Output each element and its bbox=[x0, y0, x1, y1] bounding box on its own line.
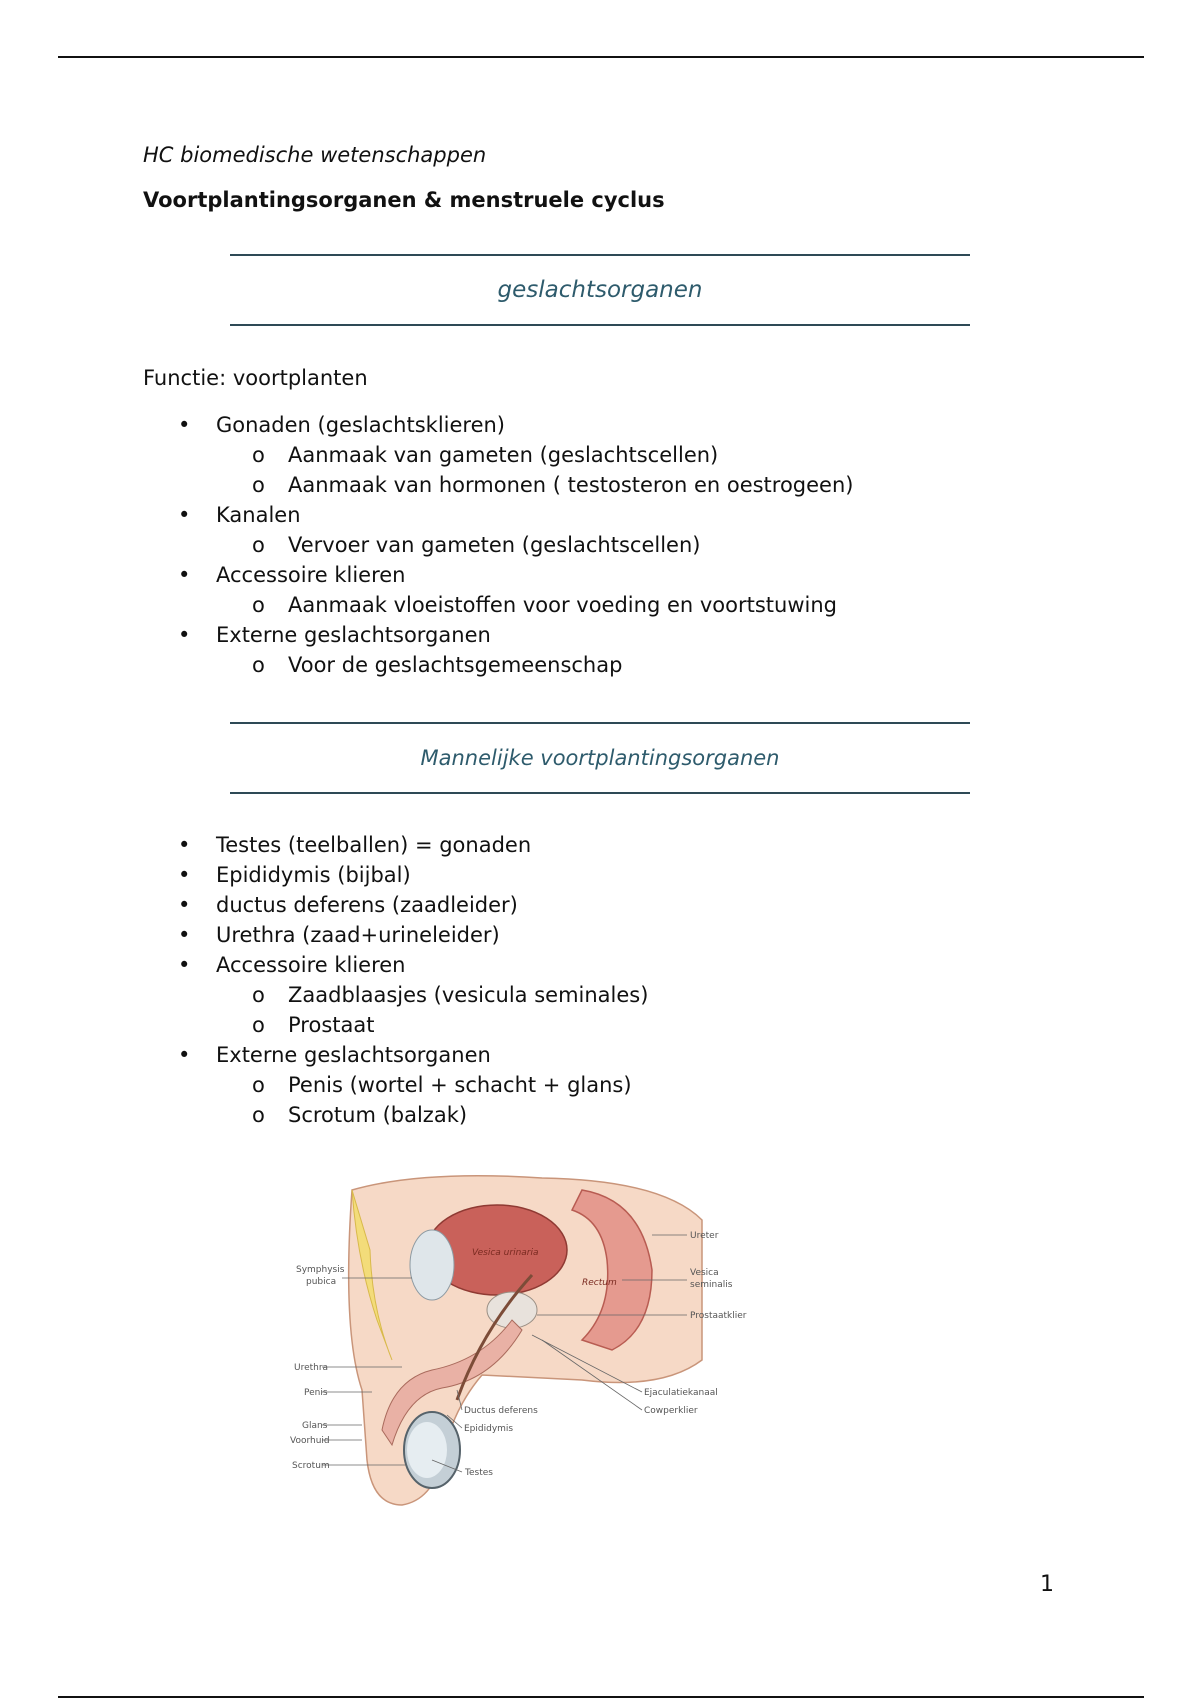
male-organs-list bbox=[0, 830, 648, 1130]
label-prostaatklier: Prostaatklier bbox=[690, 1311, 747, 1321]
male-reproductive-anatomy-figure bbox=[282, 1160, 812, 1512]
list-item: • Accessoire klieren bbox=[0, 560, 853, 590]
label-urethra: Urethra bbox=[294, 1363, 329, 1373]
footer-rule bbox=[58, 1696, 1144, 1698]
list-item: o Scrotum (balzak) bbox=[0, 1100, 648, 1130]
list-item: o Aanmaak van gameten (geslachtscellen) bbox=[0, 440, 853, 470]
list-item: • Epididymis (bijbal) bbox=[0, 860, 648, 890]
list-item: o Vervoer van gameten (geslachtscellen) bbox=[0, 530, 853, 560]
list-item: o Zaadblaasjes (vesicula seminales) bbox=[0, 980, 648, 1010]
label-glans: Glans bbox=[302, 1421, 328, 1431]
label-cowperklier: Cowperklier bbox=[644, 1406, 698, 1416]
document-title: Voortplantingsorganen & menstruele cyclus bbox=[143, 188, 665, 212]
organ-function-list bbox=[0, 410, 853, 680]
label-epididymis: Epididymis bbox=[464, 1424, 514, 1434]
label-penis: Penis bbox=[304, 1388, 328, 1398]
list-item: • Gonaden (geslachtsklieren) bbox=[0, 410, 853, 440]
list-item: o Voor de geslachtsgemeenschap bbox=[0, 650, 853, 680]
list-item: • Urethra (zaad+urineleider) bbox=[0, 920, 648, 950]
list-item: • Testes (teelballen) = gonaden bbox=[0, 830, 648, 860]
label-pubica: pubica bbox=[306, 1277, 337, 1287]
list-item: • Externe geslachtsorganen bbox=[0, 620, 853, 650]
list-item: o Aanmaak vloeistoffen voor voeding en voortstuwing bbox=[0, 590, 853, 620]
course-subject: HC biomedische wetenschappen bbox=[143, 143, 487, 167]
label-voorhuid: Voorhuid bbox=[290, 1436, 330, 1446]
list-item: o Penis (wortel + schacht + glans) bbox=[0, 1070, 648, 1100]
list-item: • ductus deferens (zaadleider) bbox=[0, 890, 648, 920]
label-ureter: Ureter bbox=[690, 1231, 719, 1241]
list-item: • Accessoire klieren bbox=[0, 950, 648, 980]
section-heading-geslachtsorganen: geslachtsorganen bbox=[230, 254, 970, 326]
label-symphysis: Symphysis bbox=[296, 1265, 345, 1275]
page-number: 1 bbox=[1040, 1572, 1054, 1597]
header-rule bbox=[58, 56, 1144, 58]
list-item: • Externe geslachtsorganen bbox=[0, 1040, 648, 1070]
label-seminalis: seminalis bbox=[690, 1280, 733, 1290]
label-rectum: Rectum bbox=[582, 1278, 617, 1288]
list-item: o Prostaat bbox=[0, 1010, 648, 1040]
label-vesica-urinaria: Vesica urinaria bbox=[472, 1248, 539, 1258]
label-testes: Testes bbox=[465, 1468, 493, 1478]
list-item: o Aanmaak van hormonen ( testosteron en oestrogeen) bbox=[0, 470, 853, 500]
label-scrotum: Scrotum bbox=[292, 1461, 330, 1471]
label-ejaculatiekanaal: Ejaculatiekanaal bbox=[644, 1388, 718, 1398]
label-ductus-deferens: Ductus deferens bbox=[464, 1406, 538, 1416]
function-line: Functie: voortplanten bbox=[143, 366, 368, 390]
list-item: • Kanalen bbox=[0, 500, 853, 530]
section-heading-mannelijke: Mannelijke voortplantingsorganen bbox=[230, 722, 970, 794]
label-vesica: Vesica bbox=[690, 1268, 719, 1278]
